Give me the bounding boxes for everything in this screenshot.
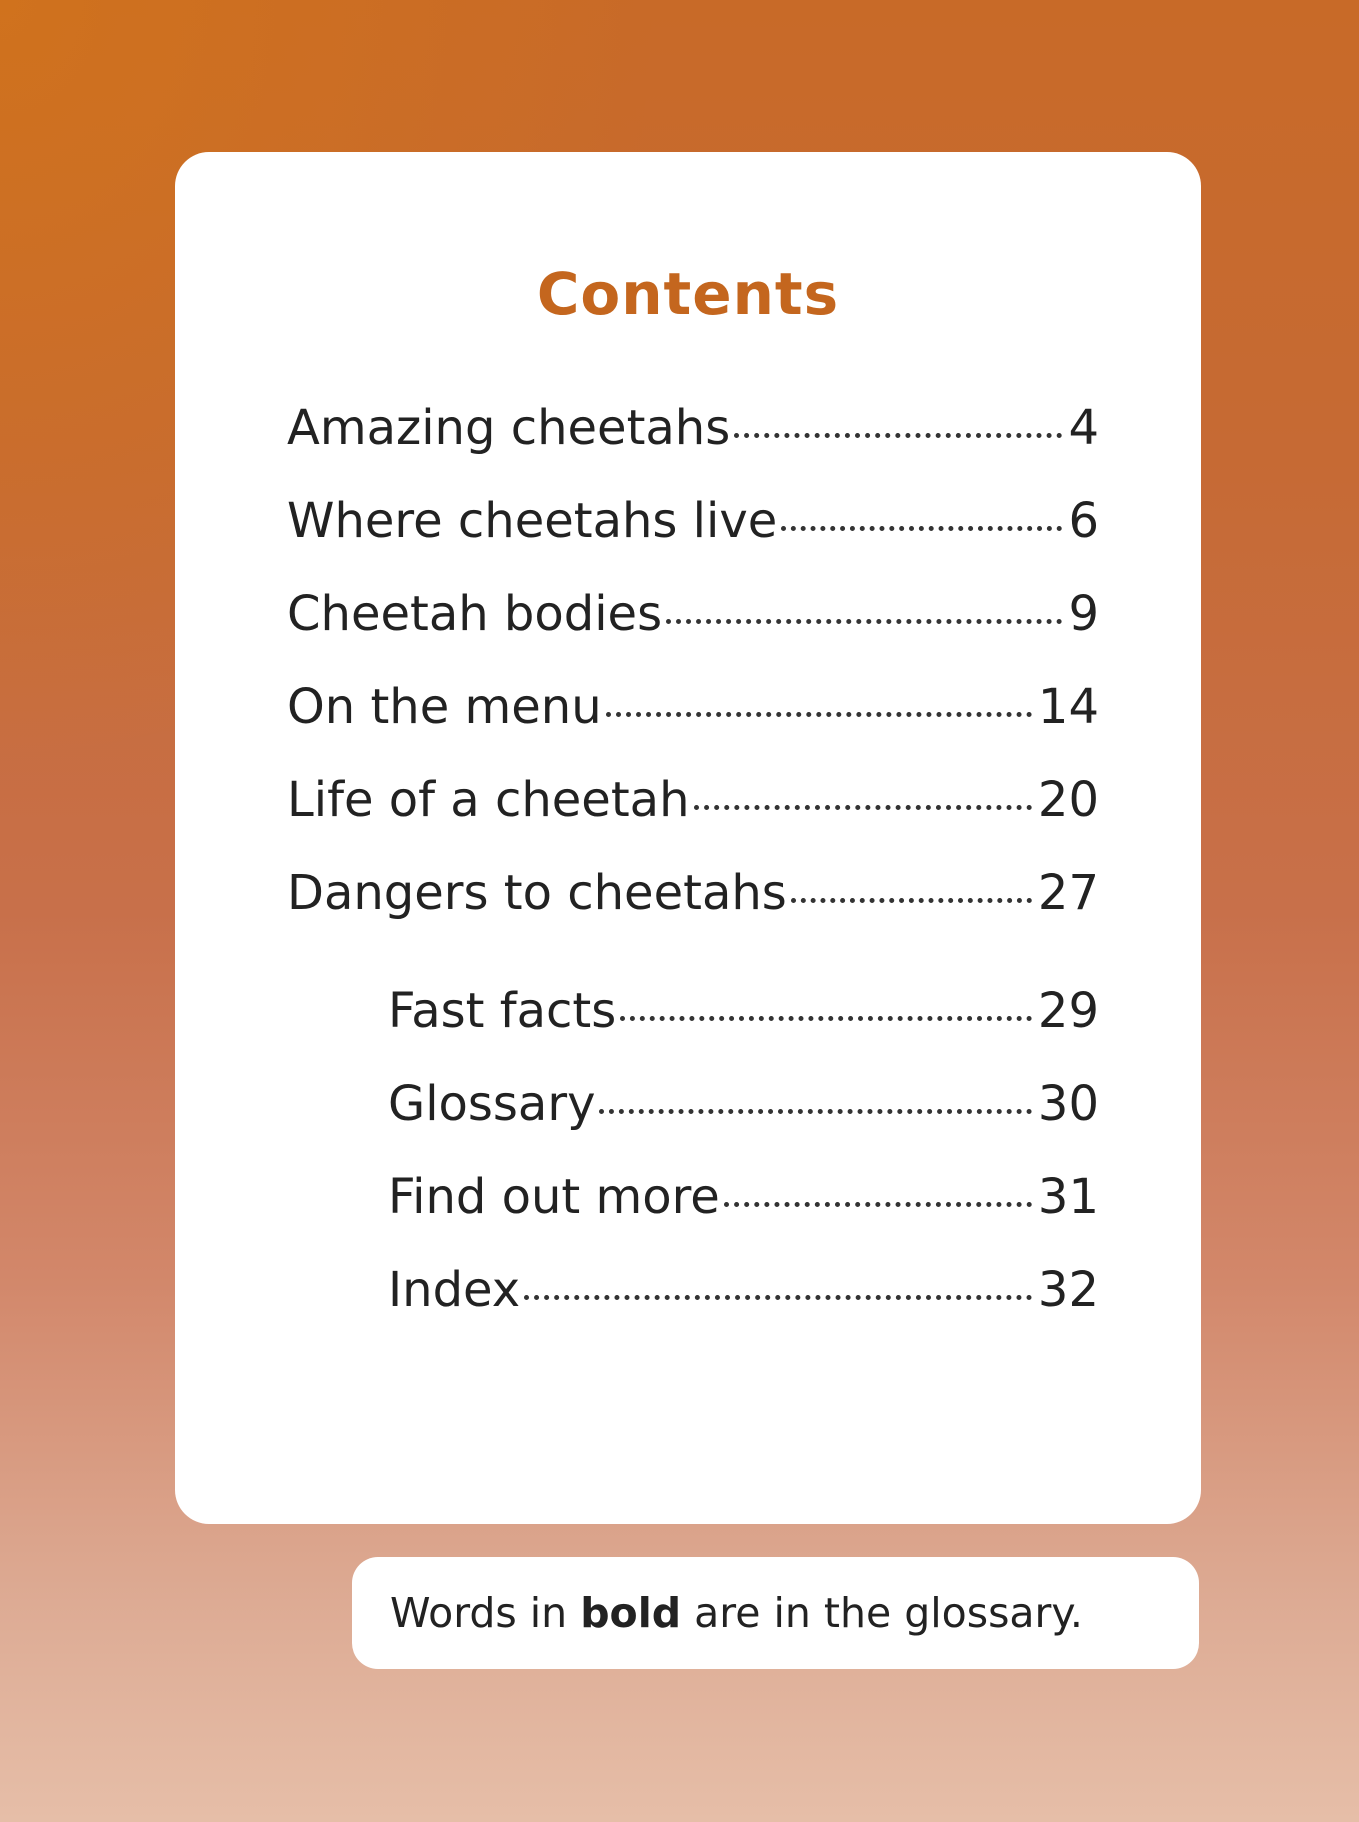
dot-leader: [524, 1295, 1032, 1300]
toc-page-number: 6: [1068, 493, 1099, 549]
contents-card: [175, 152, 1201, 1524]
toc-page-number: 20: [1037, 772, 1099, 828]
toc-entry-label: On the menu: [287, 679, 602, 735]
toc-page-number: 4: [1068, 400, 1099, 456]
toc-page-number: 32: [1037, 1262, 1099, 1318]
toc-entry-life-of-a-cheetah[interactable]: [287, 772, 1099, 869]
toc-page-number: 30: [1037, 1076, 1099, 1132]
dot-leader: [666, 619, 1062, 624]
note-text-after: are in the glossary.: [681, 1589, 1083, 1637]
page-title: Contents: [536, 260, 840, 328]
toc-entry-label: Find out more: [388, 1169, 720, 1225]
glossary-note: [390, 1557, 1083, 1669]
toc-entry-label: Amazing cheetahs: [287, 400, 731, 456]
toc-entry-label: Fast facts: [388, 983, 617, 1039]
dot-leader: [694, 805, 1032, 810]
toc-page-number: 29: [1037, 983, 1099, 1039]
toc-entry-where-cheetahs-live[interactable]: [287, 493, 1099, 590]
table-of-contents: [287, 400, 1099, 1359]
toc-entry-label: Dangers to cheetahs: [287, 865, 787, 921]
toc-entry-index[interactable]: [287, 1262, 1099, 1359]
dot-leader: [606, 712, 1032, 717]
toc-entry-label: Life of a cheetah: [287, 772, 690, 828]
dot-leader: [791, 898, 1032, 903]
toc-page-number: 9: [1068, 586, 1099, 642]
toc-page-number: 14: [1037, 679, 1099, 735]
dot-leader: [781, 526, 1062, 531]
dot-leader: [724, 1202, 1032, 1207]
dot-leader: [734, 433, 1062, 438]
toc-entry-fast-facts[interactable]: [287, 983, 1099, 1080]
toc-entry-label: Cheetah bodies: [287, 586, 663, 642]
glossary-note-box: [352, 1557, 1199, 1669]
toc-entry-dangers-to-cheetahs[interactable]: [287, 865, 1099, 962]
toc-entry-label: Where cheetahs live: [287, 493, 778, 549]
toc-entry-cheetah-bodies[interactable]: [287, 586, 1099, 683]
dot-leader: [620, 1016, 1032, 1021]
toc-entry-label: Index: [388, 1262, 521, 1318]
toc-page-number: 27: [1037, 865, 1099, 921]
toc-page-number: 31: [1037, 1169, 1099, 1225]
toc-entry-amazing-cheetahs[interactable]: [287, 400, 1099, 497]
note-bold-word: bold: [580, 1589, 682, 1637]
toc-entry-glossary[interactable]: [287, 1076, 1099, 1173]
toc-entry-find-out-more[interactable]: [287, 1169, 1099, 1266]
toc-entry-on-the-menu[interactable]: [287, 679, 1099, 776]
note-text-before: Words in: [390, 1589, 581, 1637]
dot-leader: [599, 1109, 1031, 1114]
toc-entry-label: Glossary: [388, 1076, 596, 1132]
